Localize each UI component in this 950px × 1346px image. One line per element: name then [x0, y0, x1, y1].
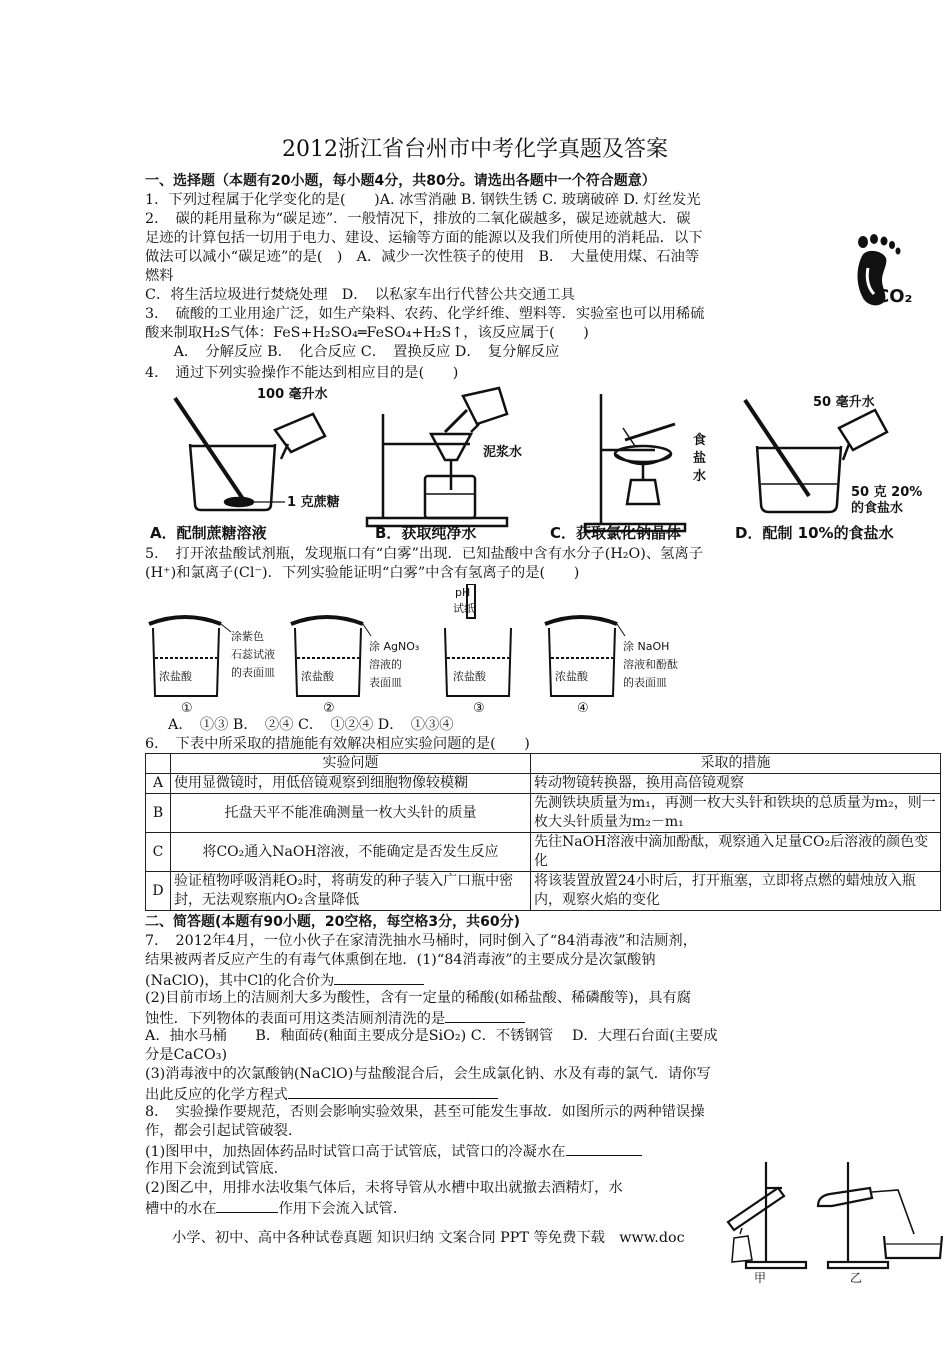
q4-c-side-label-1: 食	[693, 433, 707, 448]
svg-text:溶液和酚酞: 溶液和酚酞	[623, 658, 678, 671]
q4-c-side-label-3: 水	[693, 469, 707, 484]
q5-options: A． ①③ B． ②④ C． ①②④ D． ①③④	[168, 717, 454, 733]
svg-text:的表面皿: 的表面皿	[623, 676, 667, 689]
co2-label: CO₂	[876, 286, 913, 307]
answer-blank[interactable]	[566, 1141, 642, 1156]
fig-label-yi: 乙	[850, 1271, 863, 1285]
q5-liquid-label-4: 浓盐酸	[555, 670, 588, 683]
table-row: D 验证植物呼吸消耗O₂时，将萌发的种子装入广口瓶中密封，无法观察瓶内O₂含量降低 将该装置放置24小时后，打开瓶塞，立即将点燃的蜡烛放入瓶内，观察火焰的变化	[146, 872, 941, 911]
q4-caption-c: C．获取氯化钠晶体	[550, 524, 682, 542]
q4-caption-d: D．配制 10%的食盐水	[735, 524, 894, 542]
q4-caption-b: B．获取纯净水	[375, 524, 477, 542]
carbon-footprint-icon	[848, 228, 928, 313]
q5-liquid-label-3: 浓盐酸	[453, 670, 486, 683]
question-6-table	[145, 753, 941, 911]
q5-liquid-label-1: 浓盐酸	[159, 670, 192, 683]
q4-d-top-label: 50 毫升水	[813, 395, 875, 410]
beaker-4-icon	[545, 617, 625, 696]
question-1: 1．下列过程属于化学变化的是( )A. 冰雪消融 B. 钢铁生锈 C. 玻璃破碎 D. 灯丝发光	[145, 192, 701, 208]
page-title: 2012浙江省台州市中考化学真题及答案	[282, 137, 668, 162]
q4-a-top-label: 100 毫升水	[257, 387, 328, 402]
svg-text:石蕊试液: 石蕊试液	[231, 648, 275, 661]
question-6: 6． 下表中所采取的措施能有效解决相应实验问题的是( )	[145, 736, 530, 752]
beaker-a-icon	[175, 398, 325, 510]
svg-text:溶液的: 溶液的	[369, 658, 402, 671]
answer-blank[interactable]	[216, 1198, 278, 1213]
question-4: 4． 通过下列实验操作不能达到相应目的是( )	[145, 365, 459, 381]
svg-text:试纸: 试纸	[453, 602, 475, 615]
table-row: A 使用显微镜时，用低倍镜观察到细胞物像较模糊 转动物镜转换器，换用高倍镜观察	[146, 774, 941, 794]
footer-text: 小学、初中、高中各种试卷真题 知识归纳 文案合同 PPT 等免费下载 www.doc	[172, 1230, 685, 1246]
q8-figures	[718, 1158, 944, 1288]
table-header: 实验问题	[171, 754, 531, 774]
q4-d-side-label-1: 50 克 20%	[851, 485, 923, 500]
q4-a-side-label: 1 克蔗糖	[287, 495, 340, 510]
q4-c-side-label-2: 盐	[693, 451, 707, 466]
table-header-row	[146, 754, 941, 774]
section-2-heading: 二、简答题(本题有90小题，20空格，每空格3分，共60分)	[145, 914, 520, 930]
svg-text:①: ①	[181, 701, 193, 716]
svg-text:②: ②	[323, 701, 335, 716]
answer-blank[interactable]	[334, 970, 424, 985]
svg-text:③: ③	[473, 701, 485, 716]
svg-text:涂紫色: 涂紫色	[231, 630, 264, 643]
svg-text:pH: pH	[455, 586, 471, 599]
evaporation-setup-icon	[585, 394, 685, 531]
table-row: B 托盘天平不能准确测量一枚大头针的质量 先测铁块质量为m₁，再测一枚大头针和铁块的总质量为m₂，则一枚大头针质量为m₂－m₁	[146, 794, 941, 833]
svg-text:④: ④	[577, 701, 589, 716]
svg-text:涂 AgNO₃: 涂 AgNO₃	[369, 640, 420, 653]
table-row: C 将CO₂通入NaOH溶液，不能确定是否发生反应 先往NaOH溶液中滴加酚酞，观察通入足量CO₂后溶液的颜色变化	[146, 833, 941, 872]
test-tube-heating-icon	[728, 1162, 806, 1268]
beaker-1-icon	[149, 617, 231, 696]
section-1-heading: 一、选择题（本题有20小题，每小题4分，共80分。请选出各题中一个符合题意）	[145, 173, 656, 189]
answer-blank[interactable]	[445, 1008, 525, 1023]
gas-collection-icon	[818, 1162, 942, 1268]
table-header: 采取的措施	[531, 754, 941, 774]
svg-text:涂 NaOH: 涂 NaOH	[623, 640, 670, 653]
svg-text:表面皿: 表面皿	[369, 676, 402, 689]
q5-liquid-label-2: 浓盐酸	[301, 670, 334, 683]
q4-caption-a: A．配制蔗糖溶液	[150, 524, 267, 542]
beaker-2-icon	[291, 617, 371, 696]
answer-blank[interactable]	[288, 1084, 498, 1099]
fig-label-jia: 甲	[754, 1271, 767, 1285]
q4-figures	[145, 384, 945, 544]
q4-b-side-label: 泥浆水	[483, 445, 523, 460]
q5-figures	[145, 584, 705, 720]
svg-text:的表面皿: 的表面皿	[231, 666, 275, 679]
q4-d-side-label-2: 的食盐水	[851, 501, 904, 516]
